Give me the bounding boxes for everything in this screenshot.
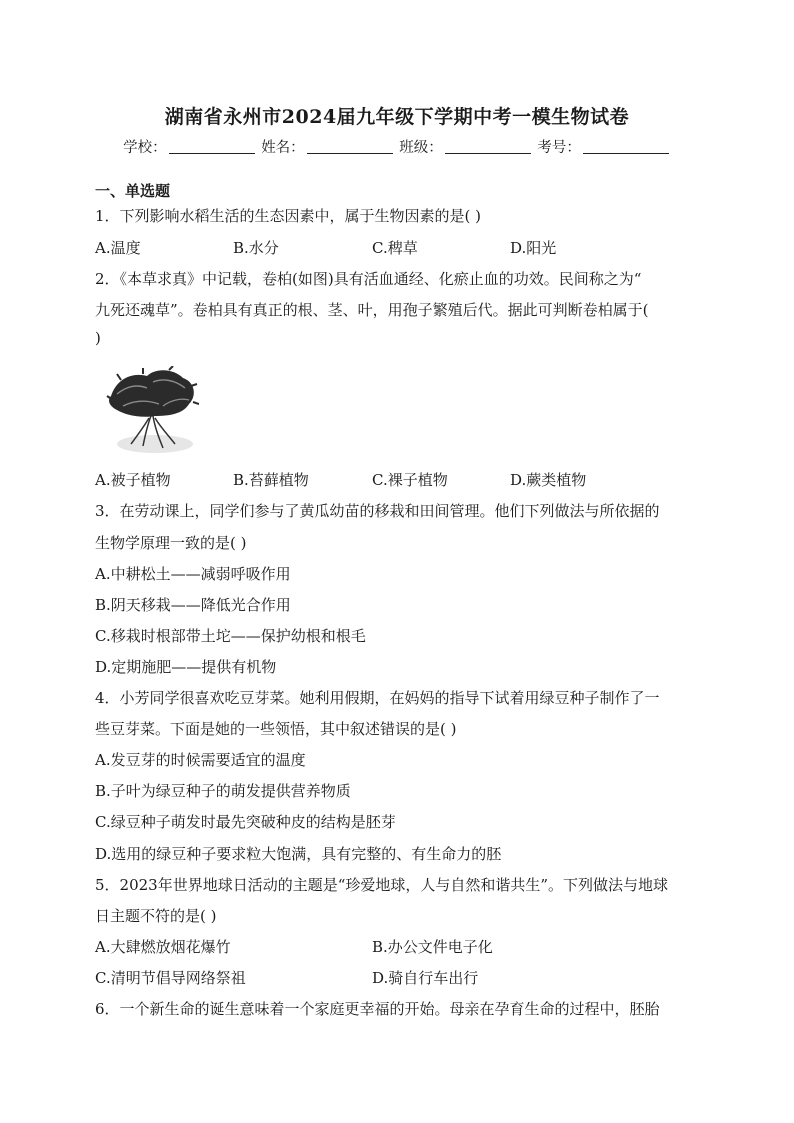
question-3-option-a[interactable]: A.中耕松土——减弱呼吸作用 [95,565,291,583]
class-label: 班级： [399,140,443,156]
exam-number-blank[interactable] [583,139,669,154]
question-2-option-b[interactable]: B.苔藓植物 [233,471,309,489]
question-4-option-d[interactable]: D.选用的绿豆种子要求粒大饱满，具有完整的、有生命力的胚 [95,845,502,863]
class-blank[interactable] [445,139,531,154]
question-5-stem-line-1: 5．2023年世界地球日活动的主题是“珍爱地球，人与自然和谐共生”。下列做法与地球 [95,876,669,894]
question-1-option-a[interactable]: A.温度 [95,239,141,257]
exam-number-label: 考号： [537,140,581,156]
question-4-option-c[interactable]: C.绿豆种子萌发时最先突破种皮的结构是胚芽 [95,813,396,831]
question-3-stem-line-1: 3．在劳动课上，同学们参与了黄瓜幼苗的移栽和田间管理。他们下列做法与所依据的 [95,502,660,520]
name-label: 姓名： [261,140,305,156]
question-2-option-d[interactable]: D.蕨类植物 [510,471,587,489]
page-title: 湖南省永州市2024届九年级下学期中考一模生物试卷 [164,106,630,128]
question-3-option-d[interactable]: D.定期施肥——提供有机物 [95,658,277,676]
question-1-stem: 1．下列影响水稻生活的生态因素中，属于生物因素的是( ) [95,207,482,225]
question-5-stem-line-2: 日主题不符的是( ) [95,907,217,925]
question-1-option-c[interactable]: C.稗草 [372,239,418,257]
selaginella-plant-image [103,366,199,456]
question-4-option-b[interactable]: B.子叶为绿豆种子的萌发提供营养物质 [95,782,351,800]
question-2-stem-line-1: 2．《本草求真》中记载，卷柏(如图)具有活血通经、化瘀止血的功效。民间称之为“ [95,270,642,288]
question-2-stem-line-2: 九死还魂草”。卷柏具有真正的根、茎、叶，用孢子繁殖后代。据此可判断卷柏属于( [95,301,649,319]
section-heading: 一、单选题 [95,182,171,200]
question-3-option-b[interactable]: B.阴天移栽——降低光合作用 [95,596,291,614]
name-blank[interactable] [307,139,393,154]
school-blank[interactable] [169,139,255,154]
question-5-option-b[interactable]: B.办公文件电子化 [372,938,493,956]
school-label: 学校： [123,140,167,156]
question-2-option-a[interactable]: A.被子植物 [95,471,171,489]
question-2-option-c[interactable]: C.裸子植物 [372,471,448,489]
question-4-stem-line-1: 4．小芳同学很喜欢吃豆芽菜。她利用假期，在妈妈的指导下试着用绿豆种子制作了一 [95,689,660,707]
question-3-option-c[interactable]: C.移栽时根部带土坨——保护幼根和根毛 [95,627,366,645]
student-info-row [0,136,794,157]
question-5-option-c[interactable]: C.清明节倡导网络祭祖 [95,969,246,987]
question-1-option-b[interactable]: B.水分 [233,239,279,257]
question-3-stem-line-2: 生物学原理一致的是( ) [95,534,247,552]
question-1-option-d[interactable]: D.阳光 [510,239,557,257]
question-4-option-a[interactable]: A.发豆芽的时候需要适宜的温度 [95,751,306,769]
question-2-stem-line-3: ) [95,329,101,347]
question-5-option-a[interactable]: A.大肆燃放烟花爆竹 [95,938,231,956]
question-6-stem-line-1: 6．一个新生命的诞生意味着一个家庭更幸福的开始。母亲在孕育生命的过程中，胚胎 [95,1000,660,1018]
question-4-stem-line-2: 些豆芽菜。下面是她的一些领悟，其中叙述错误的是( ) [95,720,457,738]
question-5-option-d[interactable]: D.骑自行车出行 [372,969,479,987]
